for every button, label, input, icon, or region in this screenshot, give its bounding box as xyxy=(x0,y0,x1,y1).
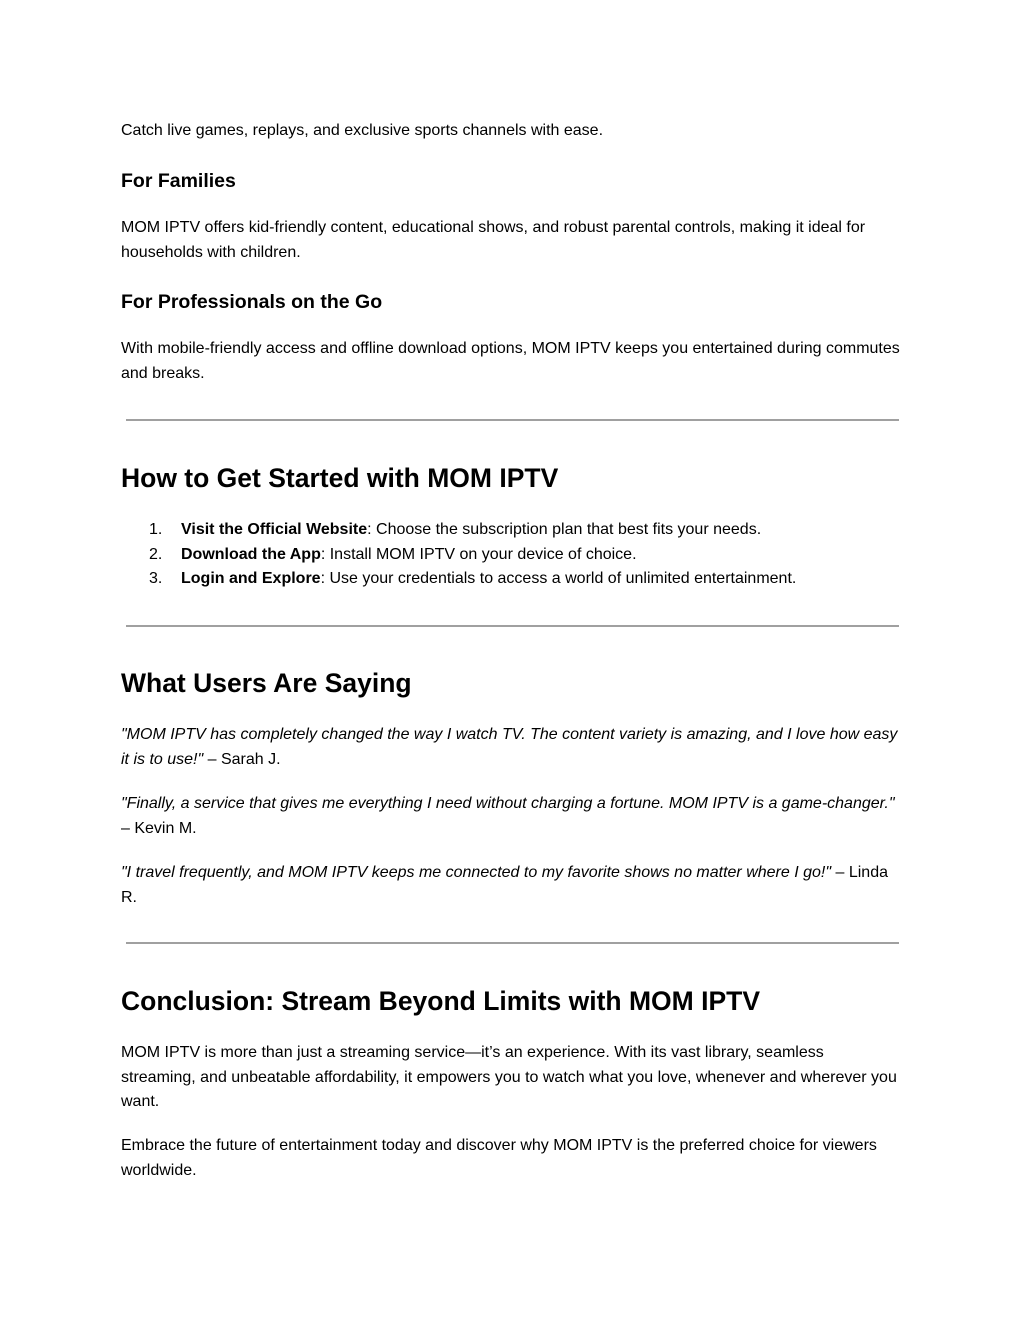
section-divider xyxy=(126,419,899,421)
list-item xyxy=(121,567,901,592)
sports-paragraph: Catch live games, replays, and exclusive sports channels with ease. xyxy=(121,122,604,139)
quote-author: – Kevin M. xyxy=(121,819,197,837)
step-title: Visit the Official Website xyxy=(181,521,368,538)
step-text: : Choose the subscription plan that best fits your needs. xyxy=(367,521,762,538)
families-heading: For Families xyxy=(121,170,236,192)
testimonial-quote xyxy=(121,792,901,841)
testimonial-quote xyxy=(121,861,901,910)
step-text: : Install MOM IPTV on your device of choice. xyxy=(320,545,637,563)
professionals-paragraph: With mobile-friendly access and offline download options, MOM IPTV keeps you entertained during commutes and breaks. xyxy=(121,340,900,382)
families-paragraph: MOM IPTV offers kid-friendly content, educational shows, and robust parental controls, making it ideal for households with children. xyxy=(121,219,866,261)
step-number: 1. xyxy=(149,521,163,538)
list-item xyxy=(121,518,901,543)
quote-text: "MOM IPTV has completely changed the way I watch TV. The content variety is amazing, and I love how easy it is to use!" xyxy=(121,726,898,768)
section-divider xyxy=(126,942,899,944)
step-title: Download the App xyxy=(181,545,321,563)
conclusion-heading: Conclusion: Stream Beyond Limits with MOM IPTV xyxy=(121,986,760,1016)
conclusion-paragraph: Embrace the future of entertainment today and discover why MOM IPTV is the preferred choice for viewers worldwide. xyxy=(121,1137,877,1179)
quote-text: "Finally, a service that gives me everything I need without charging a fortune. MOM IPTV is a game-changer." xyxy=(121,795,895,812)
step-title: Login and Explore xyxy=(181,570,321,587)
list-item xyxy=(121,543,901,568)
conclusion-paragraph: MOM IPTV is more than just a streaming service—it’s an experience. With its vast library, seamless streaming, and unbeatable affordability, it empowers you to watch what you love, whenever and wherever you want. xyxy=(121,1044,897,1110)
section-divider xyxy=(126,625,899,627)
steps-list xyxy=(121,518,901,592)
step-text: : Use your credentials to access a world of unlimited entertainment. xyxy=(320,570,797,587)
quote-author: – Linda R. xyxy=(121,864,888,906)
get-started-heading: How to Get Started with MOM IPTV xyxy=(121,463,559,493)
step-number: 3. xyxy=(149,570,163,587)
testimonials-heading: What Users Are Saying xyxy=(121,668,412,698)
quote-author: – Sarah J. xyxy=(203,750,281,768)
professionals-heading: For Professionals on the Go xyxy=(121,291,383,313)
quote-text: "I travel frequently, and MOM IPTV keeps me connected to my favorite shows no matter where I go!" xyxy=(121,864,832,881)
testimonial-quote xyxy=(121,723,901,772)
step-number: 2. xyxy=(149,545,163,563)
